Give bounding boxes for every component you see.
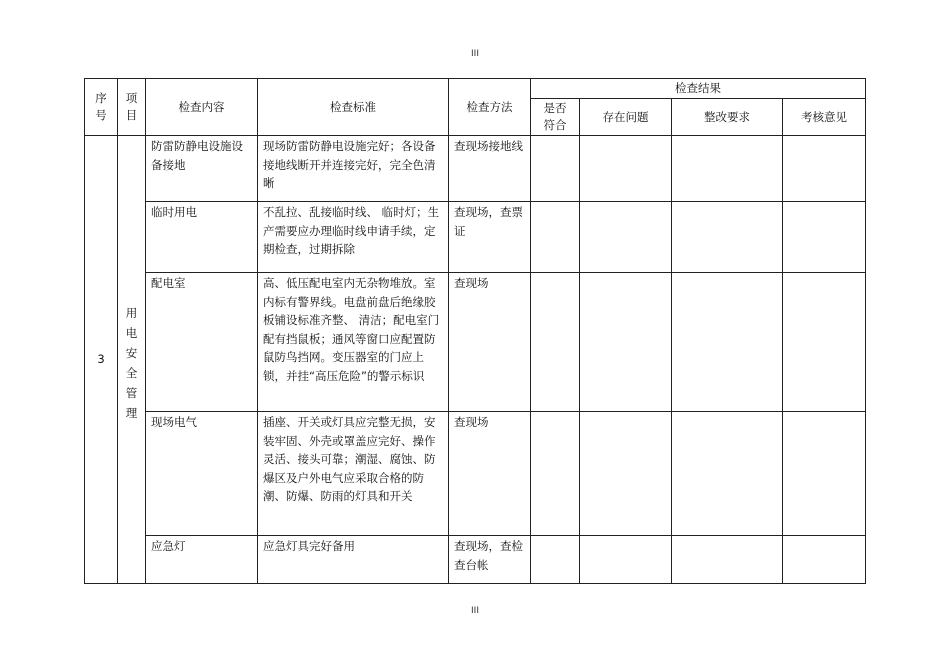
row-method: 查现场	[449, 412, 531, 536]
table-row	[85, 273, 866, 412]
row-conform	[531, 202, 580, 273]
row-opinion	[783, 136, 866, 202]
row-rectify	[672, 136, 783, 202]
row-standard: 高、低压配电室内无杂物堆放。室内标有警界线。电盘前盘后绝缘胶板铺设标准齐整、 清洁；配电室门配有挡鼠板；通风等窗口应配置防鼠防鸟挡网。变压器室的门应上锁，并挂“高压危险”的警示标识	[258, 273, 449, 412]
row-issues	[580, 536, 672, 584]
group-seq: 3	[85, 136, 118, 584]
header-content: 检查内容	[146, 79, 258, 136]
row-rectify	[672, 202, 783, 273]
row-method: 查现场，查票证	[449, 202, 531, 273]
row-content: 应急灯	[146, 536, 258, 584]
row-conform	[531, 273, 580, 412]
row-issues	[580, 412, 672, 536]
header-method: 检查方法	[449, 79, 531, 136]
table-row	[85, 202, 866, 273]
table-row	[85, 412, 866, 536]
inspection-table	[84, 78, 866, 584]
row-opinion	[783, 202, 866, 273]
row-rectify	[672, 536, 783, 584]
row-standard: 现场防雷防静电设施完好；各设备接地线断开并连接完好，完全色清晰	[258, 136, 449, 202]
header-seq: 序号	[85, 79, 118, 136]
page-number-bottom: III	[471, 606, 479, 616]
row-method: 查现场	[449, 273, 531, 412]
row-rectify	[672, 412, 783, 536]
page-number-top: III	[471, 49, 479, 59]
row-issues	[580, 273, 672, 412]
row-issues	[580, 202, 672, 273]
row-issues	[580, 136, 672, 202]
row-conform	[531, 412, 580, 536]
table-row	[85, 136, 866, 202]
row-conform	[531, 136, 580, 202]
row-method: 查现场接地线	[449, 136, 531, 202]
row-method: 查现场，查检查台帐	[449, 536, 531, 584]
row-content: 现场电气	[146, 412, 258, 536]
header-issues: 存在问题	[580, 99, 672, 136]
header-result-group: 检查结果	[531, 79, 866, 99]
header-project: 项目	[118, 79, 146, 136]
table-row	[85, 536, 866, 584]
header-standard: 检查标准	[258, 79, 449, 136]
group-project: 用电安全管理	[118, 136, 146, 584]
row-standard: 应急灯具完好备用	[258, 536, 449, 584]
row-standard: 插座、开关或灯具应完整无损，安装牢固、外壳或罩盖应完好、操作灵活、接头可靠；潮湿、腐蚀、防爆区及户外电气应采取合格的防潮、防爆、防雨的灯具和开关	[258, 412, 449, 536]
row-standard: 不乱拉、乱接临时线、 临时灯；生产需要应办理临时线申请手续，定期检查，过期拆除	[258, 202, 449, 273]
row-conform	[531, 536, 580, 584]
row-opinion	[783, 273, 866, 412]
row-opinion	[783, 536, 866, 584]
row-content: 防雷防静电设施设备接地	[146, 136, 258, 202]
header-rectify: 整改要求	[672, 99, 783, 136]
row-content: 临时用电	[146, 202, 258, 273]
row-rectify	[672, 273, 783, 412]
header-opinion: 考核意见	[783, 99, 866, 136]
header-conform: 是否符合	[531, 99, 580, 136]
row-opinion	[783, 412, 866, 536]
row-content: 配电室	[146, 273, 258, 412]
